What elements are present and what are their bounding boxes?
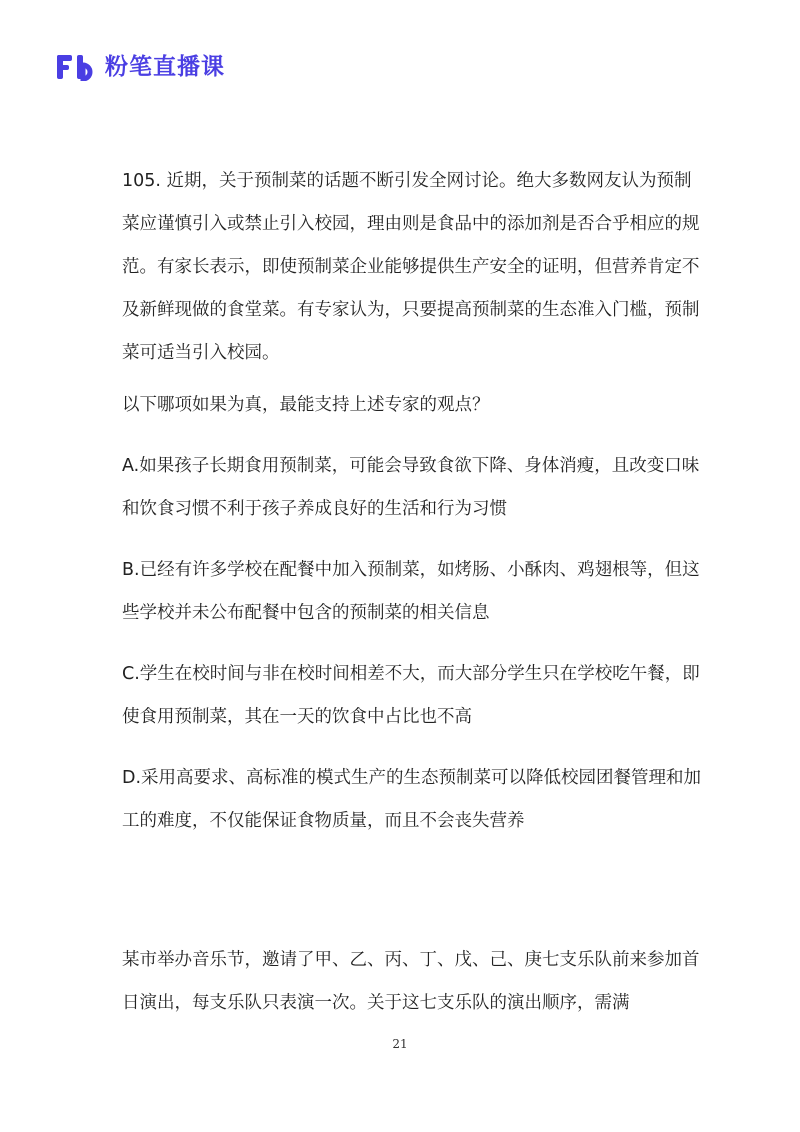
option-d: D.采用高要求、高标准的模式生产的生态预制菜可以降低校园团餐管理和加工的难度，不仅能保证食物质量，而且不会丧失营养 [122, 768, 702, 831]
option-c: C.学生在校时间与非在校时间相差不大，而大部分学生只在学校吃午餐，即使食用预制菜，其在一天的饮食中占比也不高 [122, 664, 700, 727]
brand-logo [57, 52, 225, 82]
option-b: B.已经有许多学校在配餐中加入预制菜，如烤肠、小酥肉、鸡翅根等，但这些学校并未公布配餐中包含的预制菜的相关信息 [122, 560, 700, 623]
question-stem: 105. 近期，关于预制菜的话题不断引发全网讨论。绝大多数网友认为预制菜应谨慎引入或禁止引入校园，理由则是食品中的添加剂是否合乎相应的规范。有家长表示，即使预制菜企业能够提供生产安全的证明，但营养肯定不及新鲜现做的食堂菜。有专家认为，只要提高预制菜的生态准入门槛，预制菜可适当引入校园。 [122, 171, 700, 363]
option-a: A.如果孩子长期食用预制菜，可能会导致食欲下降、身体消瘦，且改变口味和饮食习惯不利于孩子养成良好的生活和行为习惯 [122, 456, 700, 519]
question-prompt: 以下哪项如果为真，最能支持上述专家的观点？ [122, 395, 490, 415]
next-question-text: 某市举办音乐节，邀请了甲、乙、丙、丁、戊、己、庚七支乐队前来参加首日演出，每支乐队只表演一次。关于这七支乐队的演出顺序，需满 [122, 950, 700, 1013]
fb-logo-icon [57, 53, 97, 81]
page-content [122, 160, 702, 1025]
page-number: 21 [392, 1037, 408, 1051]
logo-text: 粉笔直播课 [105, 54, 225, 80]
